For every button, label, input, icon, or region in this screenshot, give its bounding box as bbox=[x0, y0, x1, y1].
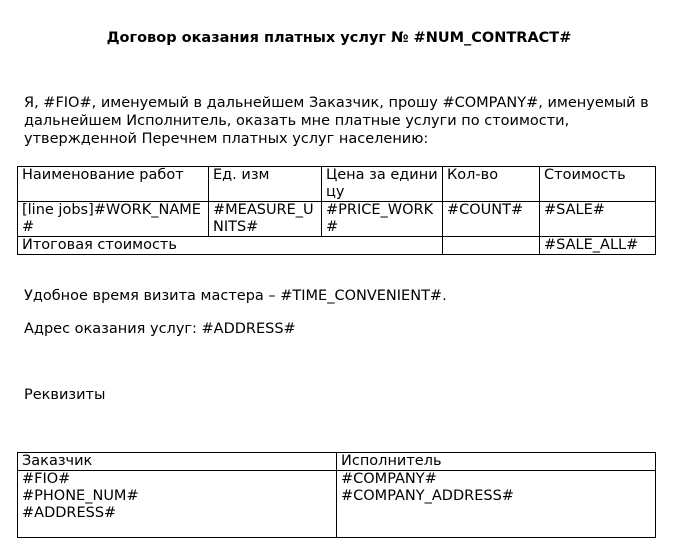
total-label: Итоговая стоимость bbox=[18, 237, 443, 255]
requisites-table bbox=[17, 452, 656, 538]
header-count: Кол-во bbox=[443, 167, 540, 202]
service-address-paragraph: Адрес оказания услуг: #ADDRESS# bbox=[24, 321, 296, 337]
header-unit: Ед. изм bbox=[209, 167, 322, 202]
customer-details bbox=[18, 471, 337, 538]
customer-header: Заказчик bbox=[18, 453, 337, 471]
executor-header: Исполнитель bbox=[337, 453, 656, 471]
cell-unit-price: #PRICE_WORK# bbox=[322, 202, 443, 237]
services-header-row bbox=[18, 167, 656, 202]
services-table bbox=[17, 166, 656, 255]
document-title: Договор оказания платных услуг № #NUM_CONTRACT# bbox=[106, 30, 572, 46]
customer-phone: #PHONE_NUM# bbox=[22, 488, 139, 504]
header-cost: Стоимость bbox=[540, 167, 656, 202]
executor-company-address: #COMPANY_ADDRESS# bbox=[341, 488, 514, 504]
cell-work-name: [line jobs]#WORK_NAME# bbox=[18, 202, 209, 237]
cell-unit: #MEASURE_UNITS# bbox=[209, 202, 322, 237]
table-row bbox=[18, 202, 656, 237]
visit-time-paragraph: Удобное время визита мастера – #TIME_CONVENIENT#. bbox=[24, 288, 447, 304]
intro-paragraph: Я, #FIO#, именуемый в дальнейшем Заказчик, прошу #COMPANY#, именуемый в дальнейшем Исполнитель, оказать мне платные услуги по стоимости, утвержденной Перечнем платных услуг населению: bbox=[24, 95, 649, 147]
requisites-header-row bbox=[18, 453, 656, 471]
header-work-name: Наименование работ bbox=[18, 167, 209, 202]
header-unit-price: Цена за единицу bbox=[322, 167, 443, 202]
requisites-heading: Реквизиты bbox=[24, 387, 106, 403]
total-value: #SALE_ALL# bbox=[540, 237, 656, 255]
customer-address: #ADDRESS# bbox=[22, 505, 117, 521]
cell-count: #COUNT# bbox=[443, 202, 540, 237]
total-row bbox=[18, 237, 656, 255]
customer-fio: #FIO# bbox=[22, 471, 71, 487]
executor-details bbox=[337, 471, 656, 538]
cell-cost: #SALE# bbox=[540, 202, 656, 237]
requisites-body-row bbox=[18, 471, 656, 538]
executor-company: #COMPANY# bbox=[341, 471, 437, 487]
total-empty-cell bbox=[443, 237, 540, 255]
